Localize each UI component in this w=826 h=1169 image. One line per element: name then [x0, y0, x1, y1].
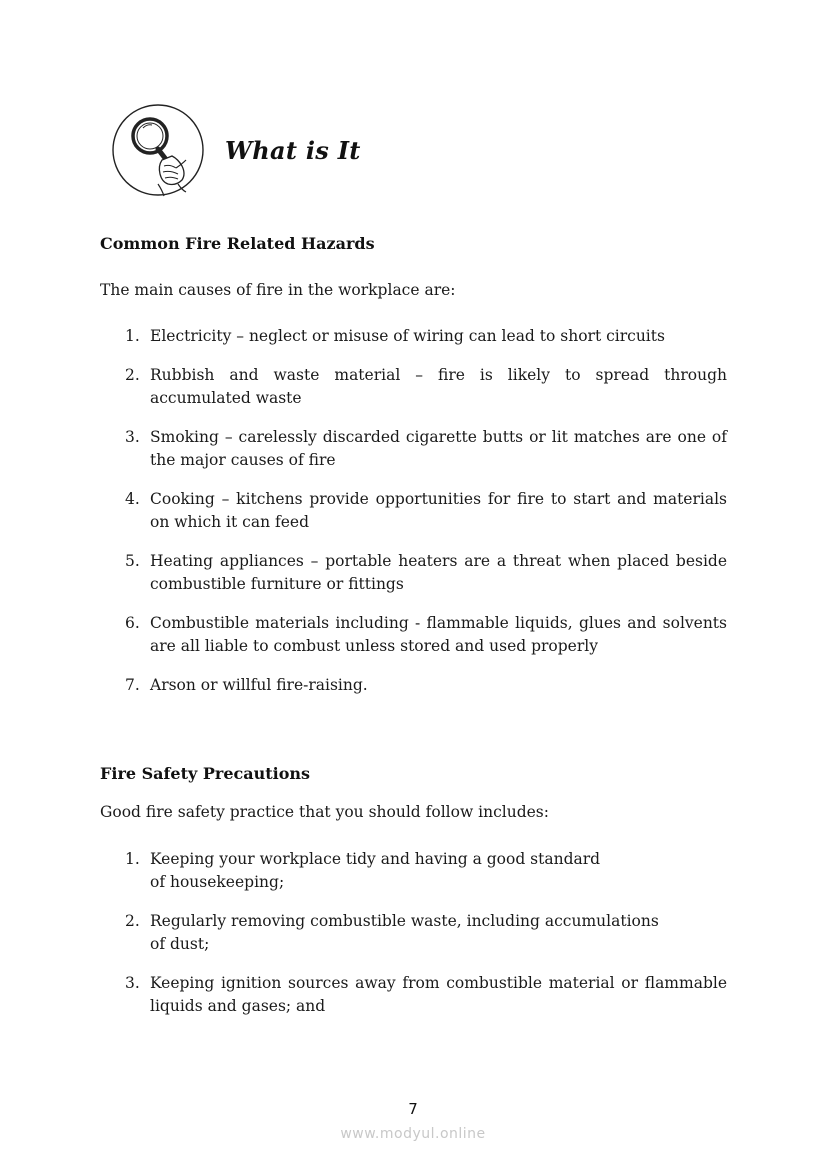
list-number: 5.	[125, 552, 140, 570]
hazards-list	[100, 325, 727, 713]
section-heading-hazards: Common Fire Related Hazards	[100, 234, 375, 253]
section-intro-precautions: Good fire safety practice that you should follow includes:	[100, 803, 549, 821]
list-text: Cooking – kitchens provide opportunities for fire to start and materials on which it can feed	[150, 490, 727, 531]
page-number: 7	[408, 1100, 418, 1118]
list-item	[100, 488, 727, 534]
list-text-line: Keeping ignition sources away from combustible material or flammable liquids and gases; and	[150, 974, 727, 1015]
list-text-line: Regularly removing combustible waste, including accumulations	[150, 912, 659, 930]
list-number: 6.	[125, 614, 140, 632]
section-intro-hazards: The main causes of fire in the workplace are:	[100, 281, 456, 299]
list-item	[100, 325, 727, 348]
list-text: Rubbish and waste material – fire is likely to spread through accumulated waste	[150, 366, 727, 407]
list-text-line: of dust;	[150, 935, 210, 953]
list-item	[100, 550, 727, 596]
list-item	[100, 848, 727, 894]
list-item	[100, 972, 727, 1018]
list-number: 1.	[125, 850, 140, 868]
list-number: 3.	[125, 428, 140, 446]
list-text-line: Keeping your workplace tidy and having a good standard	[150, 850, 601, 868]
section-heading-precautions: Fire Safety Precautions	[100, 764, 311, 783]
list-item	[100, 674, 727, 697]
list-item	[100, 426, 727, 472]
magnifying-glass-hand-icon	[112, 104, 208, 200]
list-number: 2.	[125, 912, 140, 930]
list-number: 4.	[125, 490, 140, 508]
list-item	[100, 910, 727, 956]
list-text: Arson or willful fire-raising.	[150, 676, 368, 694]
list-text: Smoking – carelessly discarded cigarette butts or lit matches are one of the major causes of fire	[150, 428, 727, 469]
section-header	[112, 104, 512, 200]
list-number: 2.	[125, 366, 140, 384]
precautions-list	[100, 848, 727, 1034]
list-number: 7.	[125, 676, 140, 694]
list-number: 1.	[125, 327, 140, 345]
list-item	[100, 364, 727, 410]
list-text: Electricity – neglect or misuse of wiring can lead to short circuits	[150, 327, 665, 345]
watermark: www.modyul.online	[340, 1126, 486, 1142]
list-item	[100, 612, 727, 658]
list-text-line: of housekeeping;	[150, 873, 285, 891]
list-text: Combustible materials including - flammable liquids, glues and solvents are all liable to combust unless stored and used properly	[150, 614, 727, 655]
list-number: 3.	[125, 974, 140, 992]
page-title: What is It	[225, 136, 361, 165]
list-text: Heating appliances – portable heaters are a threat when placed beside combustible furniture or fittings	[150, 552, 727, 593]
